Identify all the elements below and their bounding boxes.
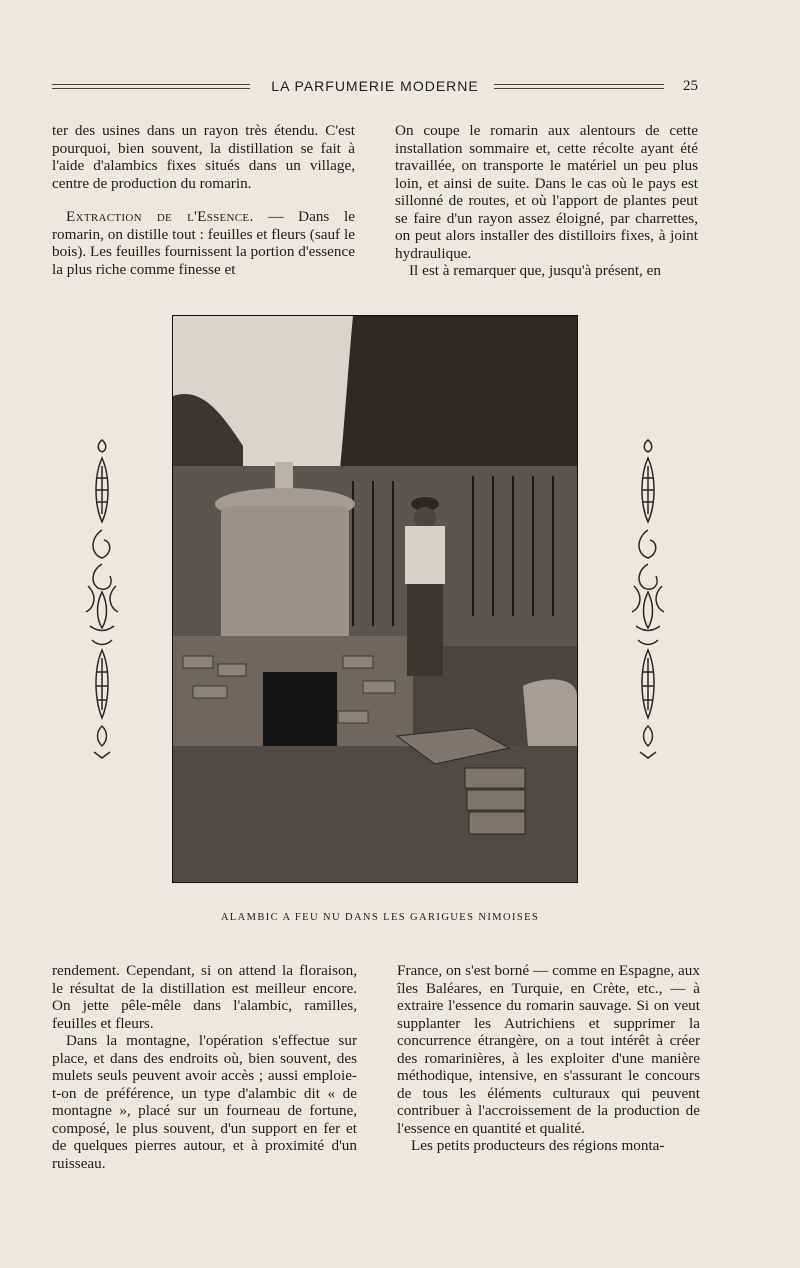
running-header: [52, 78, 700, 98]
decorative-ornament-right: [630, 436, 666, 760]
furnace-opening: [263, 672, 337, 748]
page-number: 25: [683, 78, 698, 94]
paragraph-with-heading: [52, 208, 355, 278]
top-left-column: [52, 122, 355, 278]
paragraph: Les petits producteurs des régions monta-: [411, 1137, 665, 1154]
running-title: LA PARFUMERIE MODERNE: [271, 78, 479, 94]
decorative-ornament-left: [84, 436, 120, 760]
paragraph: Dans la montagne, l'opération s'effectue sur place, et dans des endroits où, bien souvent, des mulets seuls peuvent avoir accès ; aussi emploie-t-on de préférence, un type d'alambic dit « de montagne », placé sur un fourneau de fortune, composé, le plus souvent, d'un support en fer et de quelques pierres autour, et à proximité d'un ruisseau.: [52, 1032, 357, 1172]
alembic-pipe: [275, 462, 293, 490]
top-right-column: [395, 122, 698, 280]
paragraph-text: — Dans le romarin, on distille tout : feuilles et fleurs (sauf le bois). Les feuilles fournissent la portion d'essence la plus riche comme finesse et: [52, 208, 355, 278]
bottom-right-column: [397, 962, 700, 1155]
paragraph: rendement. Cependant, si on attend la floraison, le résultat de la distillation est meilleur encore. On jette pêle-mêle dans l'alambic, ramilles, feuilles et fleurs.: [52, 962, 357, 1032]
bottom-left-column: [52, 962, 357, 1172]
alembic-body: [221, 506, 349, 656]
header-rule-right: [494, 84, 664, 89]
paragraph: Il est à remarquer que, jusqu'à présent, en: [409, 262, 661, 279]
paragraph: France, on s'est borné — comme en Espagne, aux îles Baléares, en Turquie, en Crète, etc., — à extraire l'essence du romarin sauvage. Si on veut supplanter les Autrichiens et supprimer la concurrence étrangère, on a tout intérêt à créer des romarinières, à les exploiter d'une manière méthodique, intensive, en s'assurant le concours de tous les éléments culturaux qui peuvent contribuer à l'accroissement de la production de l'essence en quantité et qualité.: [397, 962, 700, 1137]
photograph-alembic: [172, 315, 578, 883]
paragraph: On coupe le romarin aux alentours de cette installation sommaire et, cette récolte ayant été travaillée, on transporte le matériel un peu plus loin, et ainsi de suite. Dans le cas où le pays est sillonné de routes, et où l'apport de plantes peut se faire d'un rayon assez éloigné, par charrettes, on peut alors installer des distilloirs fixes, à joint hydraulique.: [395, 122, 698, 262]
header-rule-left: [52, 84, 250, 89]
figure-caption: ALAMBIC A FEU NU DANS LES GARIGUES NIMOISES: [220, 912, 540, 923]
section-heading: Extraction de l'Essence.: [66, 208, 254, 225]
paragraph: ter des usines dans un rayon très étendu. C'est pourquoi, bien souvent, la distillation se fait à l'aide d'alambics fixes situés dans un village, centre de production du romarin.: [52, 122, 355, 192]
sack: [523, 679, 577, 746]
